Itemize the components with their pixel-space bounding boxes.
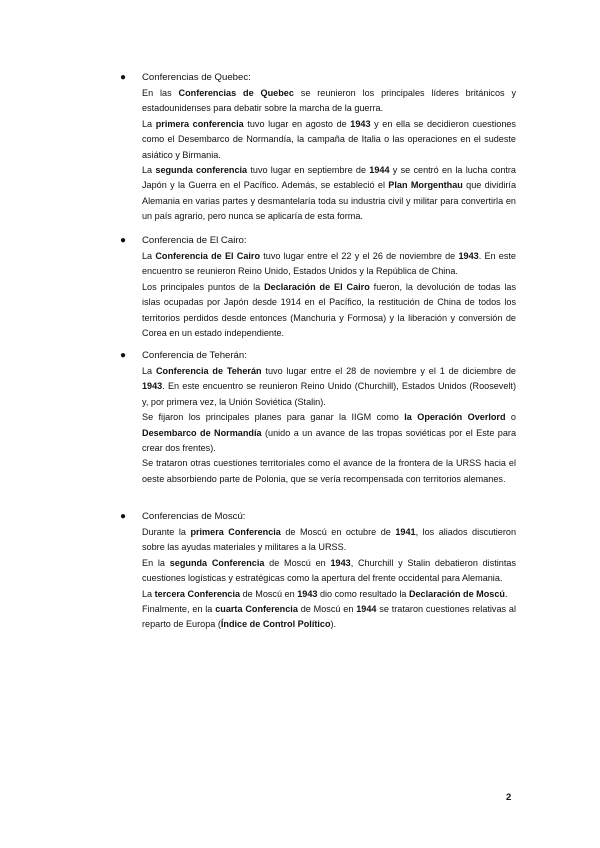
paragraph xyxy=(142,86,516,117)
bold-text-run: 1944 xyxy=(369,165,390,176)
bold-text-run: tercera Conferencia xyxy=(154,588,241,599)
section-teheran xyxy=(118,348,516,487)
bold-text-run: 1943 xyxy=(297,588,318,599)
bold-text-run: Declaración de El Cairo xyxy=(264,281,370,292)
text-run: de Moscú en xyxy=(264,557,331,568)
bold-text-run: segunda conferencia xyxy=(155,165,248,176)
bold-text-run: Conferencia de Teherán xyxy=(155,366,262,376)
section-body xyxy=(142,364,516,487)
section-body xyxy=(142,249,516,341)
text-run: dio como resultado la xyxy=(317,588,409,599)
text-run: (unido a un avance de las tropas soviéticas por el Este para crear dos frentes). xyxy=(142,427,516,454)
bold-text-run: Conferencia de El Cairo xyxy=(155,251,261,261)
text-run: En las xyxy=(142,88,179,98)
text-run: de Moscú en xyxy=(240,588,298,599)
text-run: tuvo lugar entre el 22 y el 26 de noviembre de xyxy=(260,251,459,261)
paragraph xyxy=(142,163,516,225)
paragraph xyxy=(142,587,516,602)
text-run: En la xyxy=(142,557,170,568)
bold-text-run: 1943 xyxy=(458,251,479,261)
text-run: . En este encuentro se reunieron Reino Unido (Churchill), Estados Unidos (Roosevelt) y, por primera vez, la Unión Soviética (Stalin). xyxy=(142,381,516,407)
text-run: fueron, la devolución de todas las islas ocupadas por Japón desde 1914 en el Pacífico, la restitución de China de todos los territorios perdidos desde entonces (Manchuria y Formosa) y la liberación y conversión de Corea en un estado independiente. xyxy=(142,281,516,339)
bold-text-run: Desembarco de Normandía xyxy=(142,427,262,438)
section-heading: Conferencia de Teherán: xyxy=(142,350,247,361)
bold-text-run: segunda Conferencia xyxy=(169,557,265,568)
paragraph xyxy=(142,364,516,410)
bold-text-run: Conferencias de Quebec xyxy=(178,88,294,98)
text-run: tuvo lugar entre el 28 de noviembre y el 1 de diciembre de xyxy=(261,366,516,376)
paragraph xyxy=(142,525,516,556)
text-run: y en ella se decidieron cuestiones como el Desembarco de Normandía, la campaña de Italia o las operaciones en el sudeste asiático y Birmania. xyxy=(142,118,516,160)
section-quebec xyxy=(118,70,516,225)
text-run: La xyxy=(142,251,156,261)
text-run: Finalmente, en la xyxy=(142,604,216,615)
section-heading-row xyxy=(118,233,516,249)
section-moscu xyxy=(118,509,516,633)
text-run: tuvo lugar en agosto de xyxy=(243,118,351,129)
text-run: Se trataron otras cuestiones territoriales como el avance de la frontera de la URSS hacia el oeste absorbiendo parte de Polonia, que se vería recompensada con territorios alemanes. xyxy=(142,458,516,484)
text-run: Los principales puntos de la xyxy=(142,281,265,292)
section-heading-row xyxy=(118,509,516,525)
paragraph xyxy=(142,410,516,456)
bold-text-run: la Operación Overlord xyxy=(404,412,506,423)
text-run: se trataron cuestiones relativas al reparto de Europa ( xyxy=(142,604,516,630)
section-heading-row xyxy=(118,70,516,86)
text-run: y se centró en la lucha contra Japón y la Guerra en el Pacífico. Además, se estableció el xyxy=(142,165,516,191)
bold-text-run: Índice de Control Político xyxy=(220,619,331,630)
section-body xyxy=(142,525,516,633)
bold-text-run: cuarta Conferencia xyxy=(215,604,298,615)
bold-text-run: 1941 xyxy=(395,527,416,537)
bold-text-run: primera Conferencia xyxy=(190,527,281,537)
bullet-icon: ● xyxy=(120,235,127,246)
paragraph xyxy=(142,556,516,587)
text-run: o xyxy=(505,412,516,423)
bold-text-run: Declaración de Moscú xyxy=(408,588,505,599)
bullet-icon: ● xyxy=(120,350,127,361)
text-run: se reunieron los principales líderes británicos y estadounidenses para debatir sobre la marcha de la guerra. xyxy=(142,88,516,114)
paragraph xyxy=(142,456,516,487)
bold-text-run: 1943 xyxy=(350,118,371,129)
text-run: Se fijaron los principales planes para ganar la IIGM como xyxy=(142,412,405,423)
page-number: 2 xyxy=(506,792,512,803)
bullet-icon: ● xyxy=(120,72,127,83)
text-run: La xyxy=(142,118,156,129)
text-run: de Moscú en xyxy=(297,604,357,615)
bold-text-run: 1943 xyxy=(142,381,163,392)
section-body xyxy=(142,86,516,225)
text-run: La xyxy=(142,165,156,176)
section-heading: Conferencias de Moscú: xyxy=(142,511,246,522)
bold-text-run: 1943 xyxy=(330,557,351,568)
text-run: . xyxy=(504,588,508,599)
section-heading: Conferencia de El Cairo: xyxy=(142,235,247,246)
bold-text-run: 1944 xyxy=(356,604,377,615)
paragraph xyxy=(142,249,516,280)
text-run: , Churchill y Stalin debatieron distintas cuestiones logísticas y estratégicas como la apertura del frente occidental para Alemania. xyxy=(142,557,516,584)
text-run: La xyxy=(142,366,156,376)
text-run: La xyxy=(142,588,155,599)
section-heading: Conferencias de Quebec: xyxy=(142,72,251,83)
bold-text-run: Plan Morgenthau xyxy=(388,180,463,191)
text-run: que dividiría Alemania en varias partes y desmantelaría toda su industria civil y militar para convertirla en un país agrario, pero nunca se aplicaría de esta forma. xyxy=(142,180,517,222)
text-run: ). xyxy=(330,619,337,630)
text-run: . En este encuentro se reunieron Reino Unido, Estados Unidos y la República de China. xyxy=(142,251,516,277)
paragraph xyxy=(142,280,516,342)
text-run: tuvo lugar en septiembre de xyxy=(247,165,370,176)
section-el-cairo xyxy=(118,233,516,341)
paragraph xyxy=(142,602,516,633)
text-run: de Moscú en octubre de xyxy=(280,527,396,537)
paragraph xyxy=(142,117,516,163)
text-run: Durante la xyxy=(142,527,191,537)
text-run: , los aliados discutieron sobre las ayudas materiales y militares a la URSS. xyxy=(142,527,517,553)
bullet-icon: ● xyxy=(120,511,127,522)
bold-text-run: primera conferencia xyxy=(155,118,244,129)
section-heading-row xyxy=(118,348,516,364)
